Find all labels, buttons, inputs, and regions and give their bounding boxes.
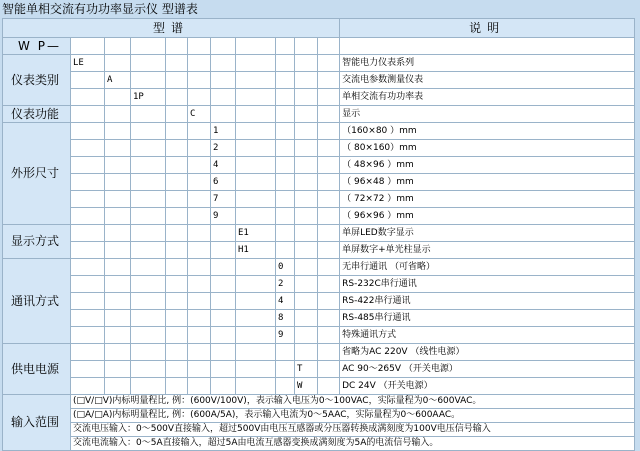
description-cell: （ 48×96 ）mm: [340, 157, 635, 174]
category-function: 仪表功能: [3, 106, 71, 123]
description-cell: 单屏LED数字显示: [340, 225, 635, 242]
table-row: [3, 157, 635, 174]
code-cell: 9: [211, 208, 236, 225]
table-row: [3, 106, 635, 123]
code-cell: 7: [211, 191, 236, 208]
wp-prefix-label: W P—: [3, 38, 71, 55]
category-dimensions: 外形尺寸: [3, 123, 71, 225]
header-description: 说明: [340, 19, 635, 38]
code-cell: 2: [211, 140, 236, 157]
code-cell: E1: [236, 225, 276, 242]
table-row: [3, 89, 635, 106]
description-cell: 显示: [340, 106, 635, 123]
category-instrument-type: 仪表类别: [3, 55, 71, 106]
code-cell: 1: [211, 123, 236, 140]
description-cell: 单屏数字+单光柱显示: [340, 242, 635, 259]
input-range-line: 交流电流输入：0～5A直接输入，超过5A由电流互感器变换成满刻度为5A的电流信号输入。: [71, 437, 635, 451]
table-row: [3, 437, 635, 451]
code-cell: C: [188, 106, 211, 123]
description-cell: （ 80×160）mm: [340, 140, 635, 157]
code-cell: 2: [276, 276, 295, 293]
description-cell: AC 90～265V （开关电源）: [340, 361, 635, 378]
description-cell: 特殊通讯方式: [340, 327, 635, 344]
table-row: [3, 293, 635, 310]
table-row: [3, 344, 635, 361]
code-cell: LE: [71, 55, 105, 72]
table-row: [3, 123, 635, 140]
code-cell: H1: [236, 242, 276, 259]
table-row: [3, 55, 635, 72]
code-cell: 4: [276, 293, 295, 310]
table-row: [3, 409, 635, 423]
code-cell: W: [295, 378, 318, 395]
table-row: [3, 174, 635, 191]
description-cell: （ 72×72 ）mm: [340, 191, 635, 208]
table-row: [3, 72, 635, 89]
table-row: [3, 225, 635, 242]
description-cell: 省略为AC 220V （线性电源）: [340, 344, 635, 361]
description-cell: （ 96×48 ）mm: [340, 174, 635, 191]
table-row: [3, 361, 635, 378]
code-cell: 8: [276, 310, 295, 327]
table-row: [3, 395, 635, 409]
description-cell: 智能电力仪表系列: [340, 55, 635, 72]
table-row: [3, 242, 635, 259]
category-input-range: 输入范围: [3, 395, 71, 451]
table-row: [3, 327, 635, 344]
page-title: 智能单相交流有功功率显示仪 型谱表: [2, 2, 198, 16]
table-row: [3, 191, 635, 208]
input-range-line: (□A/□A)内标明量程比, 例：(600A/5A)，表示输入电流为0～5AAC，实际量程为0～600AAC。: [71, 409, 635, 423]
code-cell: 4: [211, 157, 236, 174]
description-cell: （ 96×96 ）mm: [340, 208, 635, 225]
category-display-mode: 显示方式: [3, 225, 71, 259]
description-cell: RS-422串行通讯: [340, 293, 635, 310]
description-cell: RS-232C串行通讯: [340, 276, 635, 293]
description-cell: （160×80 ）mm: [340, 123, 635, 140]
code-cell: 6: [211, 174, 236, 191]
table-row: [3, 378, 635, 395]
table-row: [3, 423, 635, 437]
category-power-supply: 供电电源: [3, 344, 71, 395]
code-cell: 0: [276, 259, 295, 276]
input-range-line: 交流电压输入：0～500V直接输入，超过500V由电压互感器或分压器转换成满刻度为100V电压信号输入: [71, 423, 635, 437]
description-cell: 单相交流有功功率表: [340, 89, 635, 106]
code-cell: A: [105, 72, 131, 89]
description-cell: 无串行通讯 （可省略）: [340, 259, 635, 276]
header-model: 型谱: [3, 19, 340, 38]
description-cell: 交流电参数测量仪表: [340, 72, 635, 89]
description-cell: RS-485串行通讯: [340, 310, 635, 327]
code-cell: 9: [276, 327, 295, 344]
table-row: [3, 208, 635, 225]
category-communication: 通讯方式: [3, 259, 71, 344]
model-spec-table: [2, 18, 635, 451]
input-range-line: (□V/□V)内标明量程比, 例：(600V/100V)，表示输入电压为0～100VAC，实际量程为0～600VAC。: [71, 395, 635, 409]
table-row: [3, 140, 635, 157]
table-row: [3, 276, 635, 293]
table-row: [3, 259, 635, 276]
description-cell: DC 24V （开关电源）: [340, 378, 635, 395]
header-row: [3, 19, 635, 38]
table-row: [3, 38, 635, 55]
code-cell: T: [295, 361, 318, 378]
code-cell: 1P: [131, 89, 166, 106]
table-row: [3, 310, 635, 327]
